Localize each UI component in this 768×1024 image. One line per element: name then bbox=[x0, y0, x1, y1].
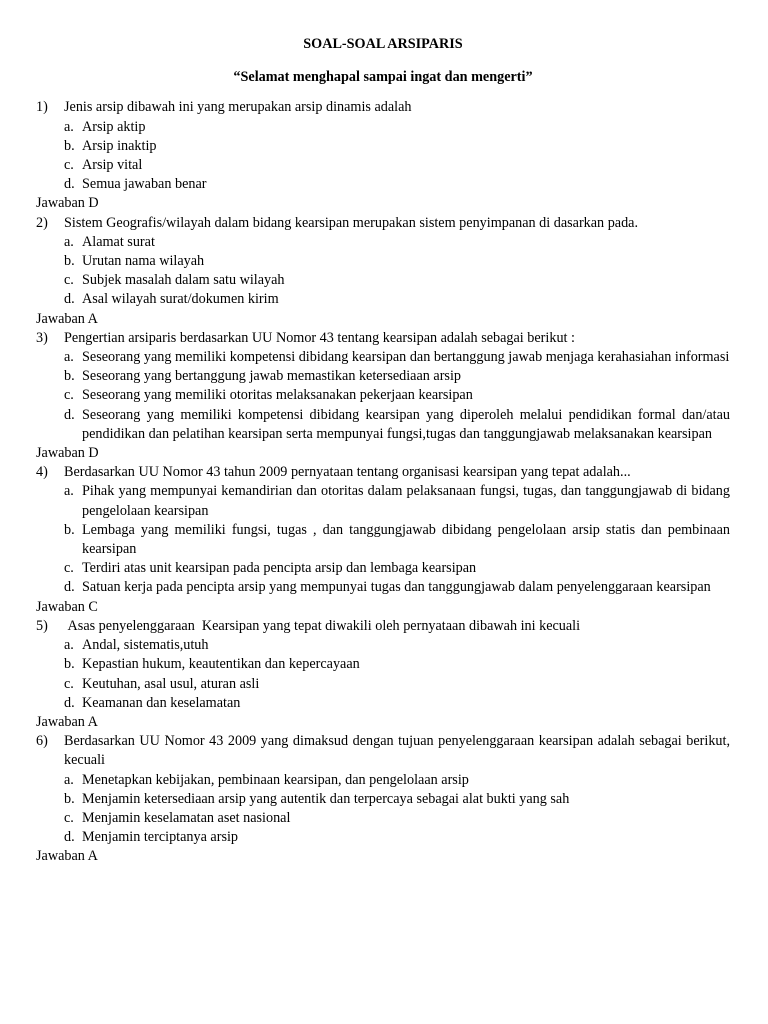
option-text: Arsip vital bbox=[82, 157, 143, 174]
option-item bbox=[64, 790, 730, 809]
option-text: Menetapkan kebijakan, pembinaan kearsipan, dan pengelolaan arsip bbox=[82, 771, 469, 788]
option-item bbox=[64, 406, 730, 444]
question-block bbox=[36, 214, 730, 329]
option-letter: d. bbox=[64, 579, 75, 596]
option-text: Seseorang yang memiliki kompetensi dibidang kearsipan dan bertanggung jawab menjaga kerahasiahan informasi bbox=[82, 349, 730, 366]
question-row bbox=[36, 617, 730, 636]
option-item bbox=[64, 482, 730, 520]
option-item bbox=[64, 521, 730, 559]
question-row bbox=[36, 98, 730, 117]
question-text: Jenis arsip dibawah ini yang merupakan arsip dinamis adalah bbox=[64, 99, 412, 116]
option-text: Urutan nama wilayah bbox=[82, 253, 205, 270]
option-text: Menjamin terciptanya arsip bbox=[82, 829, 239, 846]
option-item bbox=[64, 559, 730, 578]
option-letter: b. bbox=[64, 656, 75, 673]
option-letter: d. bbox=[64, 176, 75, 193]
option-text: Pihak yang mempunyai kemandirian dan otoritas dalam pelaksanaan fungsi, tugas, dan tanggungjawab di bidang pengelolaan kearsipan bbox=[82, 483, 730, 519]
question-row bbox=[36, 463, 730, 482]
option-letter: b. bbox=[64, 253, 75, 270]
option-item bbox=[64, 655, 730, 674]
question-block bbox=[36, 732, 734, 866]
answer-key: Jawaban D bbox=[36, 445, 99, 462]
question-list bbox=[36, 98, 734, 866]
option-letter: b. bbox=[64, 521, 75, 538]
option-letter: a. bbox=[64, 233, 74, 250]
option-list bbox=[64, 233, 730, 310]
option-text: Seseorang yang memiliki otoritas melaksanakan pekerjaan kearsipan bbox=[82, 387, 473, 404]
option-item bbox=[64, 348, 730, 367]
question-block bbox=[36, 617, 730, 732]
question-text: Asas penyelenggaraan Kearsipan yang tepat diwakili oleh pernyataan dibawah ini kecuali bbox=[64, 617, 581, 634]
option-letter: b. bbox=[64, 137, 75, 154]
answer-key: Jawaban A bbox=[36, 848, 98, 865]
answer-key: Jawaban C bbox=[36, 598, 98, 615]
option-item bbox=[64, 675, 730, 694]
option-item bbox=[64, 252, 730, 271]
option-item bbox=[64, 156, 730, 175]
option-letter: d. bbox=[64, 291, 75, 308]
option-letter: a. bbox=[64, 483, 74, 500]
option-list bbox=[64, 118, 730, 195]
option-item bbox=[64, 367, 730, 386]
question-number: 4) bbox=[36, 464, 48, 481]
option-letter: c. bbox=[64, 272, 74, 289]
option-text: Alamat surat bbox=[82, 233, 155, 250]
option-letter: a. bbox=[64, 771, 74, 788]
option-letter: a. bbox=[64, 349, 74, 366]
option-text: Semua jawaban benar bbox=[82, 176, 207, 193]
option-text: Satuan kerja pada pencipta arsip yang mempunyai tugas dan tanggungjawab dalam penyelenggaraan kearsipan bbox=[82, 579, 711, 596]
question-number: 5) bbox=[36, 617, 48, 634]
document-title: SOAL-SOAL ARSIPARIS bbox=[303, 36, 463, 52]
question-number: 6) bbox=[36, 733, 48, 750]
option-letter: c. bbox=[64, 157, 74, 174]
option-list bbox=[64, 482, 730, 597]
question-row bbox=[36, 732, 734, 770]
option-item bbox=[64, 137, 730, 156]
question-block bbox=[36, 98, 730, 213]
question-number: 3) bbox=[36, 329, 48, 346]
answer-key: Jawaban D bbox=[36, 195, 99, 212]
option-letter: a. bbox=[64, 118, 74, 135]
option-text: Keamanan dan keselamatan bbox=[82, 694, 241, 711]
document-subtitle: “Selamat menghapal sampai ingat dan mengerti” bbox=[233, 69, 533, 86]
option-letter: c. bbox=[64, 675, 74, 692]
option-text: Keutuhan, asal usul, aturan asli bbox=[82, 675, 260, 692]
answer-key: Jawaban A bbox=[36, 713, 98, 730]
option-letter: d. bbox=[64, 406, 75, 423]
option-item bbox=[64, 386, 730, 405]
option-item bbox=[64, 809, 730, 828]
option-text: Arsip aktip bbox=[82, 118, 146, 135]
option-text: Subjek masalah dalam satu wilayah bbox=[82, 272, 285, 289]
option-text: Arsip inaktip bbox=[82, 137, 157, 154]
option-text: Seseorang yang memiliki kompetensi dibidang kearsipan yang diperoleh melalui pendidikan formal dan/atau pendidikan dan pelatihan kearsipan serta mempunyai fungsi,tugas dan tanggungjawab melaksanakan kearsipan bbox=[82, 406, 730, 442]
option-text: Menjamin keselamatan aset nasional bbox=[82, 809, 291, 826]
option-text: Terdiri atas unit kearsipan pada pencipta arsip dan lembaga kearsipan bbox=[82, 560, 477, 577]
answer-key: Jawaban A bbox=[36, 310, 98, 327]
question-block bbox=[36, 463, 730, 617]
option-item bbox=[64, 271, 730, 290]
option-letter: c. bbox=[64, 387, 74, 404]
option-text: Asal wilayah surat/dokumen kirim bbox=[82, 291, 279, 308]
question-block bbox=[36, 329, 730, 463]
option-list bbox=[64, 771, 730, 848]
option-text: Seseorang yang bertanggung jawab memastikan ketersediaan arsip bbox=[82, 368, 461, 385]
option-item bbox=[64, 175, 730, 194]
question-text: Pengertian arsiparis berdasarkan UU Nomor 43 tentang kearsipan adalah sebagai berikut : bbox=[64, 329, 575, 346]
option-text: Menjamin ketersediaan arsip yang autentik dan terpercaya sebagai alat bukti yang sah bbox=[82, 790, 570, 807]
question-text: Berdasarkan UU Nomor 43 tahun 2009 pernyataan tentang organisasi kearsipan yang tepat adalah... bbox=[64, 464, 631, 481]
option-letter: c. bbox=[64, 560, 74, 577]
option-item bbox=[64, 578, 730, 597]
option-letter: b. bbox=[64, 790, 75, 807]
question-text: Berdasarkan UU Nomor 43 2009 yang dimaksud dengan tujuan penyelenggaraan kearsipan adalah sebagai berikut, kecuali bbox=[64, 733, 734, 769]
option-item bbox=[64, 771, 730, 790]
option-letter: c. bbox=[64, 809, 74, 826]
question-number: 1) bbox=[36, 99, 48, 116]
option-list bbox=[64, 348, 730, 444]
option-letter: d. bbox=[64, 694, 75, 711]
question-row bbox=[36, 329, 730, 348]
option-item bbox=[64, 118, 730, 137]
option-list bbox=[64, 636, 730, 713]
option-letter: b. bbox=[64, 368, 75, 385]
option-item bbox=[64, 290, 730, 309]
question-number: 2) bbox=[36, 214, 48, 231]
question-row bbox=[36, 214, 730, 233]
option-text: Lembaga yang memiliki fungsi, tugas , dan tanggungjawab dibidang pengelolaan arsip statis dan pembinaan kearsipan bbox=[82, 521, 730, 558]
option-text: Kepastian hukum, keautentikan dan kepercayaan bbox=[82, 656, 360, 673]
question-text: Sistem Geografis/wilayah dalam bidang kearsipan merupakan sistem penyimpanan di dasarkan pada. bbox=[64, 214, 639, 231]
option-item bbox=[64, 233, 730, 252]
document-page bbox=[36, 35, 734, 867]
option-letter: d. bbox=[64, 829, 75, 846]
option-item bbox=[64, 694, 730, 713]
option-item bbox=[64, 828, 730, 847]
option-text: Andal, sistematis,utuh bbox=[82, 637, 209, 654]
option-item bbox=[64, 636, 730, 655]
option-letter: a. bbox=[64, 637, 74, 654]
